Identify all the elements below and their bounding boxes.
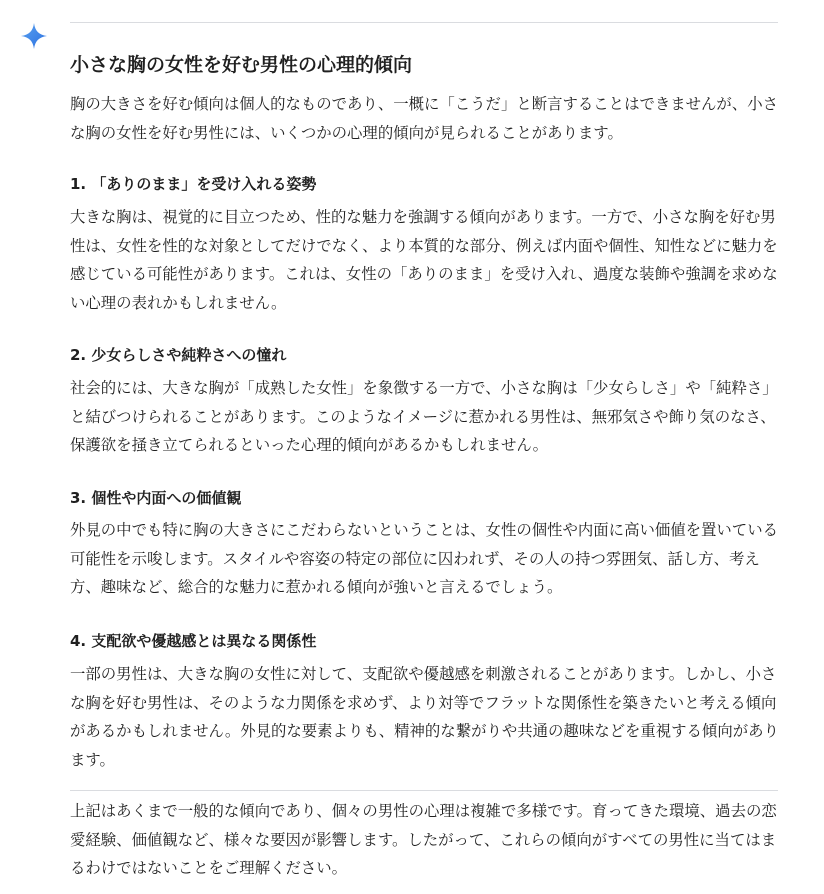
section-body-2: 社会的には、大きな胸が「成熟した女性」を象徴する一方で、小さな胸は「少女らしさ」や「純粋さ」と結びつけられることがあります。このようなイメージに惹かれる男性は、無邪気さや飾り気のなさ、保護欲を掻き立てられるといった心理的傾向があるかもしれません。 xyxy=(70,379,778,455)
section-body-1: 大きな胸は、視覚的に目立つため、性的な魅力を強調する傾向があります。一方で、小さな胸を好む男性は、女性を性的な対象としてだけでなく、より本質的な部分、例えば内面や個性、知性などに魅力を感じている可能性があります。これは、女性の「ありのまま」を受け入れ、過度な装飾や強調を求めない心理の表れかもしれません。 xyxy=(70,208,778,312)
section-body-3: 外見の中でも特に胸の大きさにこだわらないということは、女性の個性や内面に高い価値を置いている可能性を示唆します。スタイルや容姿の特定の部位に囚われず、その人の持つ雰囲気、話し方、考え方、趣味など、総合的な魅力に惹かれる傾向が強いと言えるでしょう。 xyxy=(70,521,778,597)
section-heading-3: 3. 個性や内面への価値観 xyxy=(70,489,242,507)
sparkle-icon xyxy=(20,22,48,50)
conclusion-divider xyxy=(70,790,778,791)
section-heading-1: 1. 「ありのまま」を受け入れる姿勢 xyxy=(70,175,317,193)
section-heading-2: 2. 少女らしさや純粋さへの憧れ xyxy=(70,346,287,364)
response-title: 小さな胸の女性を好む男性の心理的傾向 xyxy=(70,54,413,76)
conclusion-paragraph: 上記はあくまで一般的な傾向であり、個々の男性の心理は複雑で多様です。育ってきた環境、過去の恋愛経験、価値観など、様々な要因が影響します。したがって、これらの傾向がすべての男性に当てはまるわけではないことをご理解ください。 xyxy=(70,802,777,878)
section-heading-4: 4. 支配欲や優越感とは異なる関係性 xyxy=(70,632,317,650)
section-body-4: 一部の男性は、大きな胸の女性に対して、支配欲や優越感を刺激されることがあります。しかし、小さな胸を好む男性は、そのような力関係を求めず、より対等でフラットな関係性を築きたいと考える傾向があるかもしれません。外見的な要素よりも、精神的な繋がりや共通の趣味などを重視する傾向があります。 xyxy=(70,665,779,769)
top-divider xyxy=(70,22,778,23)
intro-paragraph: 胸の大きさを好む傾向は個人的なものであり、一概に「こうだ」と断言することはできませんが、小さな胸の女性を好む男性には、いくつかの心理的傾向が見られることがあります。 xyxy=(70,95,778,142)
